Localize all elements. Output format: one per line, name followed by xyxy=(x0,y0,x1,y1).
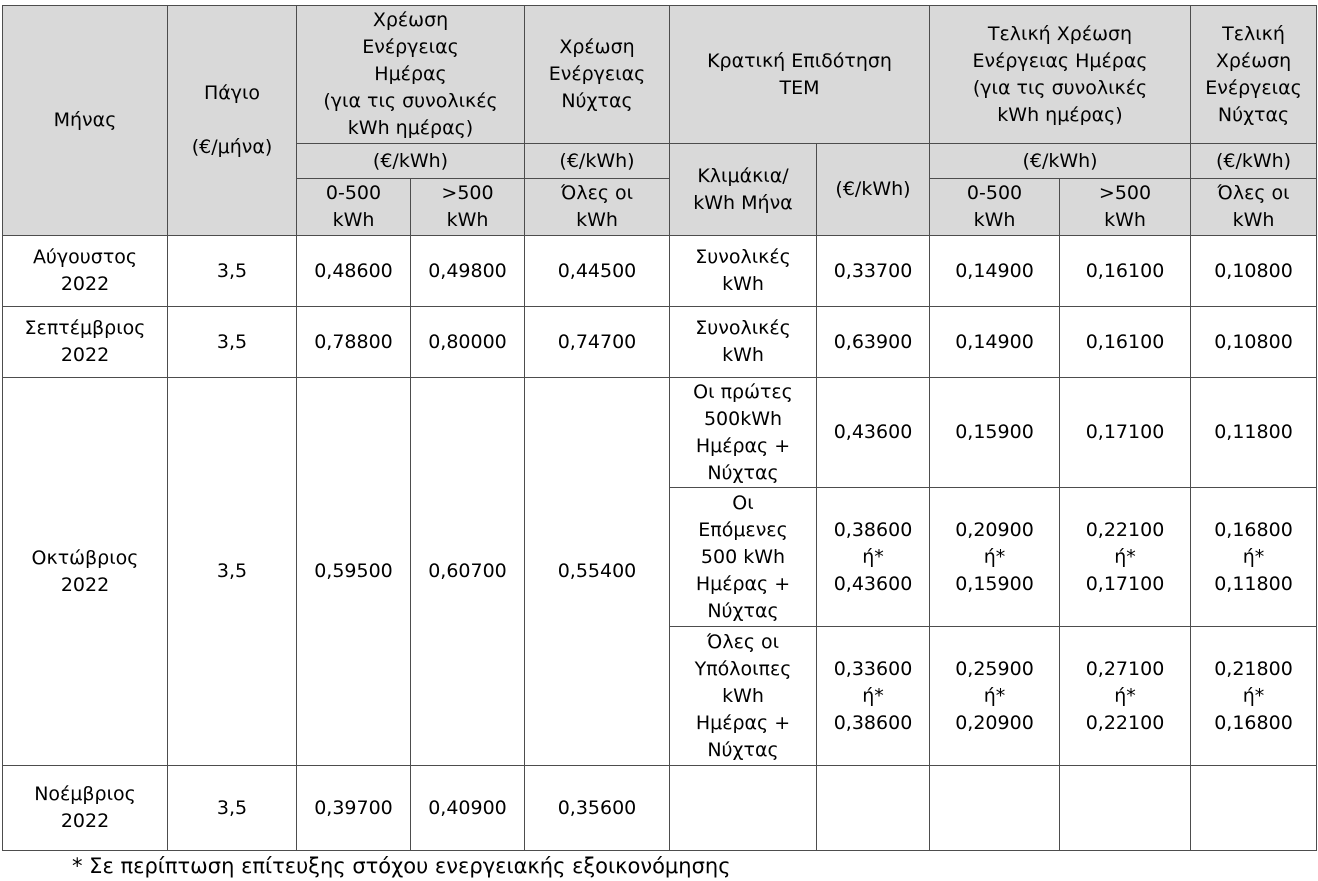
subsidy-cell: 0,38600 ή* 0,43600 xyxy=(817,488,930,627)
final-day-low-cell: 0,25900 ή* 0,20900 xyxy=(930,627,1060,766)
header-subsidy: Κρατική Επιδότηση ΤΕΜ xyxy=(670,6,930,144)
header-month: Μήνας xyxy=(3,6,168,236)
header-fixed-charge: Πάγιο (€/μήνα) xyxy=(168,6,297,236)
subsidy-cell: 0,33600 ή* 0,38600 xyxy=(817,627,930,766)
final-night-cell: 0,10800 xyxy=(1191,236,1317,307)
final-night-cell: 0,21800 ή* 0,16800 xyxy=(1191,627,1317,766)
tier-cell: Όλες οι Υπόλοιπες kWh Ημέρας + Νύχτας xyxy=(670,627,817,766)
day-low-cell: 0,78800 xyxy=(297,307,411,378)
day-low-cell: 0,48600 xyxy=(297,236,411,307)
tier-cell: Συνολικές kWh xyxy=(670,236,817,307)
header-final-night-range-all: Όλες οι kWh xyxy=(1191,179,1317,236)
footnote: * Σε περίπτωση επίτευξης στόχου ενεργειακής εξοικονόμησης xyxy=(72,854,731,878)
final-day-high-cell: 0,16100 xyxy=(1060,236,1191,307)
final-day-low-cell: 0,15900 xyxy=(930,378,1060,488)
final-day-high-cell: 0,27100 ή* 0,22100 xyxy=(1060,627,1191,766)
final-night-cell: 0,16800 ή* 0,11800 xyxy=(1191,488,1317,627)
header-day-energy: Χρέωση Ενέργειας Ημέρας (για τις συνολικές kWh ημέρας) xyxy=(297,6,525,144)
header-day-range-low: 0-500 kWh xyxy=(297,179,411,236)
subsidy-cell: 0,33700 xyxy=(817,236,930,307)
table-row xyxy=(3,236,1317,307)
subsidy-cell: 0,43600 xyxy=(817,378,930,488)
header-final-night-unit: (€/kWh) xyxy=(1191,144,1317,179)
final-day-low-cell: 0,14900 xyxy=(930,307,1060,378)
header-final-day-range-low: 0-500 kWh xyxy=(930,179,1060,236)
header-night-unit: (€/kWh) xyxy=(525,144,670,179)
header-day-unit: (€/kWh) xyxy=(297,144,525,179)
final-day-low-cell: 0,20900 ή* 0,15900 xyxy=(930,488,1060,627)
day-high-cell: 0,80000 xyxy=(411,307,525,378)
final-day-low-cell: 0,14900 xyxy=(930,236,1060,307)
fixed-charge-cell: 3,5 xyxy=(168,307,297,378)
header-final-night: Τελική Χρέωση Ενέργειας Νύχτας xyxy=(1191,6,1317,144)
tier-cell: Συνολικές kWh xyxy=(670,307,817,378)
month-cell: Οκτώβριος 2022 xyxy=(3,378,168,766)
night-cell: 0,55400 xyxy=(525,378,670,766)
final-day-high-cell: 0,22100 ή* 0,17100 xyxy=(1060,488,1191,627)
header-night-range-all: Όλες οι kWh xyxy=(525,179,670,236)
final-day-low-cell xyxy=(930,766,1060,851)
table-row xyxy=(3,378,1317,488)
header-tier: Κλιμάκια/ kWh Μήνα xyxy=(670,144,817,236)
header-night-energy: Χρέωση Ενέργειας Νύχτας xyxy=(525,6,670,144)
subsidy-cell xyxy=(817,766,930,851)
final-night-cell: 0,10800 xyxy=(1191,307,1317,378)
fixed-charge-cell: 3,5 xyxy=(168,236,297,307)
day-high-cell: 0,40900 xyxy=(411,766,525,851)
month-cell: Αύγουστος 2022 xyxy=(3,236,168,307)
final-night-cell xyxy=(1191,766,1317,851)
table-row xyxy=(3,307,1317,378)
header-subsidy-unit: (€/kWh) xyxy=(817,144,930,236)
header-final-day-range-high: >500 kWh xyxy=(1060,179,1191,236)
day-low-cell: 0,39700 xyxy=(297,766,411,851)
header-day-range-high: >500 kWh xyxy=(411,179,525,236)
night-cell: 0,35600 xyxy=(525,766,670,851)
month-cell: Σεπτέμβριος 2022 xyxy=(3,307,168,378)
tier-cell: Οι πρώτες 500kWh Ημέρας + Νύχτας xyxy=(670,378,817,488)
table-row xyxy=(3,766,1317,851)
tier-cell: Οι Επόμενες 500 kWh Ημέρας + Νύχτας xyxy=(670,488,817,627)
fixed-charge-cell: 3,5 xyxy=(168,378,297,766)
final-day-high-cell xyxy=(1060,766,1191,851)
tariff-table xyxy=(2,5,1317,851)
fixed-charge-cell: 3,5 xyxy=(168,766,297,851)
day-low-cell: 0,59500 xyxy=(297,378,411,766)
final-day-high-cell: 0,16100 xyxy=(1060,307,1191,378)
day-high-cell: 0,49800 xyxy=(411,236,525,307)
final-day-high-cell: 0,17100 xyxy=(1060,378,1191,488)
tier-cell xyxy=(670,766,817,851)
night-cell: 0,44500 xyxy=(525,236,670,307)
header-final-day: Τελική Χρέωση Ενέργειας Ημέρας (για τις συνολικές kWh ημέρας) xyxy=(930,6,1191,144)
night-cell: 0,74700 xyxy=(525,307,670,378)
month-cell: Νοέμβριος 2022 xyxy=(3,766,168,851)
subsidy-cell: 0,63900 xyxy=(817,307,930,378)
final-night-cell: 0,11800 xyxy=(1191,378,1317,488)
day-high-cell: 0,60700 xyxy=(411,378,525,766)
header-final-day-unit: (€/kWh) xyxy=(930,144,1191,179)
